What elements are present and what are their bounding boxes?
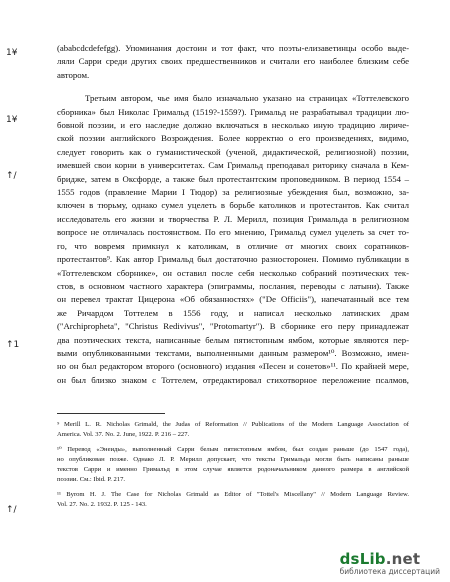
text-line: го, что вовремя примкнул к католикам, в отличие от многих своих соратников-	[57, 240, 409, 251]
paragraph-2	[57, 92, 409, 387]
text-line: ской поэзии английского Возрождения. Более корректно о его произведениях, видимо,	[57, 133, 409, 144]
watermark[interactable]	[340, 550, 440, 576]
text-line: исследователь его жизни и творчества Р. Л. Мерилл, позиция Гримальда в религиозном	[57, 213, 409, 224]
site-logo[interactable]	[340, 550, 440, 568]
document-body	[57, 42, 409, 387]
text-line: ключен в тюрьму, однако сумел уцелеть в борьбе католиков и протестантов. Как считал	[57, 200, 409, 211]
footnote-line: America. Vol. 37. No. 2. June, 1922. P. 216 – 227.	[57, 431, 190, 439]
margin-mark-1: 1¥	[6, 48, 18, 58]
text-line: но он был редактором второго (основного) издания «Песен и сонетов»¹¹. По крайней мере,	[57, 361, 409, 372]
logo-part: .net	[385, 550, 421, 568]
footnote-line: но опубликован позже. Однако Л. Р. Мерилл допускает, что тексты Гримальда могли быть написаны раньше	[57, 455, 409, 463]
text-line: протестантов⁹. Как автор Гримальд был достаточно разносторонен. Помимо публикации в	[57, 254, 409, 265]
text-line: Третьим автором, чье имя было изначально указано на страницах «Тоттелевского	[85, 93, 409, 104]
footnote-line: Vol. 27. No. 2. 1932. P. 125 - 143.	[57, 501, 147, 509]
margin-mark-4: ↑1	[6, 340, 20, 350]
site-caption: библиотека диссертаций	[339, 567, 440, 576]
text-line: же Ричардом Тоттелем в 1556 году, и написал несколько латинских драм	[57, 307, 409, 318]
text-line: выми опубликованными текстами, выполненными данным размером¹⁰. Возможно, имен-	[57, 347, 409, 358]
margin-mark-5: ↑/	[6, 505, 17, 515]
text-line: имевшей свои корни в университетах. Сам Гримальд преподавал риторику сначала в Кем-	[57, 160, 409, 171]
text-line: бридже, затем в Оксфорде, а также был протестантским проповедником. В период 1554 –	[57, 173, 409, 184]
logo-part: Lib	[359, 550, 386, 568]
footnote-line: ¹⁰ Перевод «Энеиды», выполненный Сарри белым пятистопным ямбом, был создан раньше (до 1547 года),	[57, 445, 409, 453]
footnote-separator	[57, 413, 165, 414]
paragraph-1	[57, 42, 409, 82]
text-line: «Тоттелевском сборнике», он оставил после себя несколько собраний поэтических тек-	[57, 267, 409, 278]
text-line: два поэтических текста, написанные белым пятистопным ямбом, которые являются пер-	[57, 334, 409, 345]
footnote-line: поэзии. См.: Ibid. P. 217.	[57, 476, 126, 484]
footnote-9	[57, 420, 409, 441]
text-line: он перевел трактат Цицерона «Об обязанностях» ("De Officiis"), напечатанный все тем	[57, 294, 409, 305]
text-line: бовной поэзии, и его наследие должно включаться в несколько иную традицию лириче-	[57, 120, 409, 131]
text-line: вопросе не отличалась постоянством. По его мнению, Гримальд сумел уцелеть за счет то-	[57, 227, 409, 238]
text-line: автором.	[57, 69, 90, 80]
footnotes	[57, 420, 409, 514]
text-line: он был близко знаком с Тоттелем, отредактировал стихотворное переложение псалмов,	[57, 374, 409, 385]
text-line: стов, в основном частного характера (эпиграммы, послания, переводы с латыни). Также	[57, 280, 409, 291]
margin-mark-3: ↑/	[6, 171, 17, 181]
text-line: сборника» был Николас Гримальд (1519?-1559?). Гримальд не разрабатывал традиции лю-	[57, 106, 409, 117]
footnote-line: текстов Сарри и именно Гримальд в этом случае является родоначальником данного размера в английской	[57, 466, 409, 474]
text-line: следует говорить как о гуманистической (ученой, дидактической, религиозной) поэзии,	[57, 146, 409, 157]
logo-part: ds	[339, 550, 360, 568]
text-line: 1555 годов (правление Марии I Тюдор) за религиозные убеждения был, возможно, за-	[57, 187, 409, 198]
text-line: (ababcdcdefefgg). Упоминания достоин и тот факт, что поэты-елизаветинцы особо выде-	[57, 43, 409, 53]
footnote-line: ⁹ Merill L. R. Nicholas Grimald, the Judas of Reformation // Publications of the Modern Language Association of	[57, 421, 409, 428]
text-line: ляли Сарри среди других своих предшественников и считали его наиболее близким себе	[57, 56, 409, 67]
text-line: ("Archipropheta", "Christus Redivivus", "Protomartyr"). В сборнике его перу принадлежат	[57, 321, 409, 332]
margin-mark-2: 1¥	[6, 115, 18, 125]
footnote-10	[57, 445, 409, 486]
footnote-line: ¹¹ Byrom H. J. The Case for Nicholas Grimald as Editor of "Tottel's Miscellany" // Modern Language Review.	[57, 490, 409, 498]
footnote-11	[57, 490, 409, 511]
